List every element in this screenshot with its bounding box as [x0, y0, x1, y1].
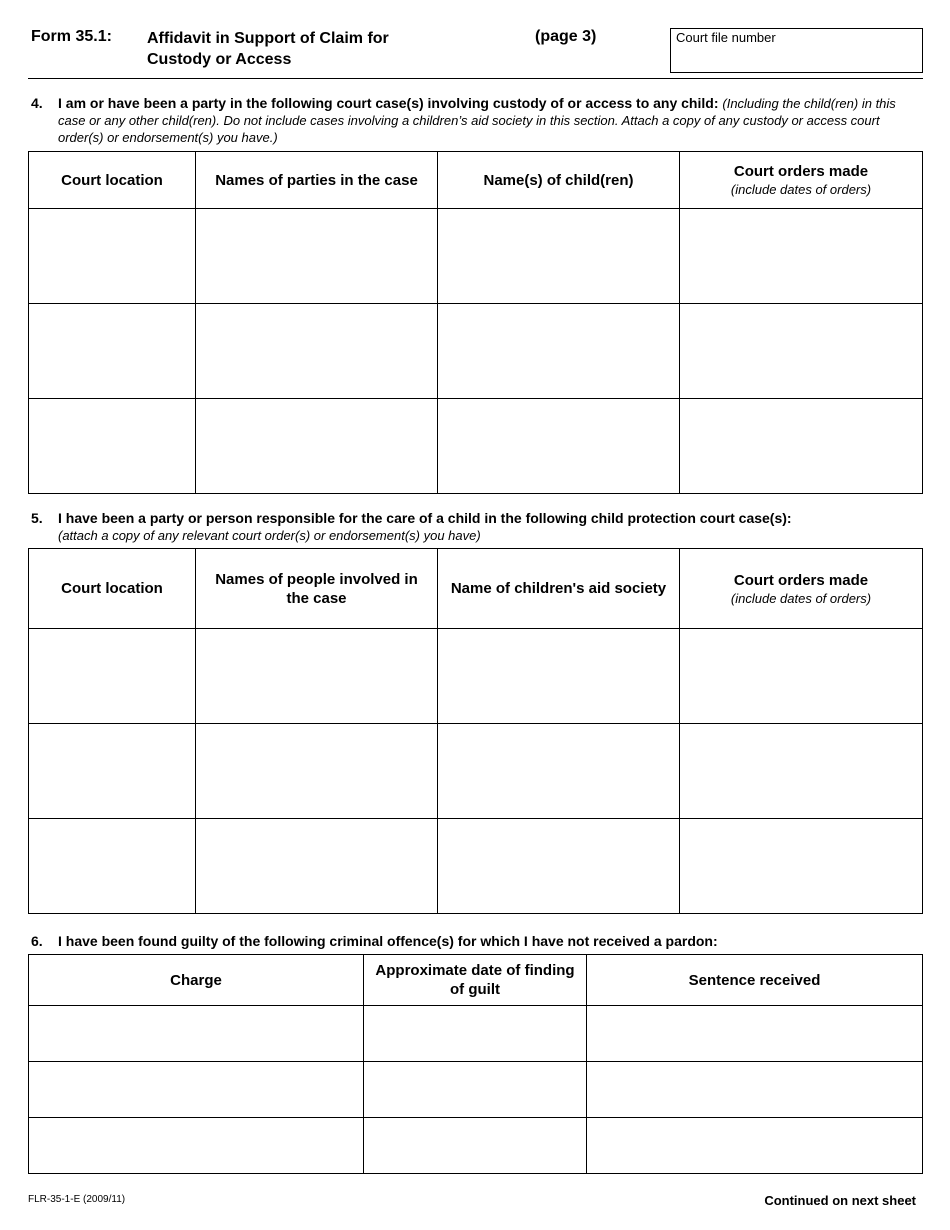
section5-col-cas: Name of children's aid society: [438, 549, 680, 629]
section5-italic-text: (attach a copy of any relevant court order(s) or endorsement(s) you have): [58, 528, 481, 543]
section5-col-court-location: Court location: [29, 549, 196, 629]
table-cell[interactable]: [680, 629, 923, 724]
section4-italic-text: (Including the child(ren) in this case or any other child(ren). Do not include cases involving a children’s aid society in this section. Attach a copy of any custody or access court order(s) or endorsement(s) you have.): [58, 96, 896, 145]
table-cell[interactable]: [29, 1062, 364, 1118]
table-row: [29, 629, 923, 724]
table-cell[interactable]: [587, 1118, 923, 1174]
table-cell[interactable]: [587, 1006, 923, 1062]
table-row: [29, 1062, 923, 1118]
table-row: [29, 819, 923, 914]
section4-number: 4.: [31, 95, 43, 111]
table-cell[interactable]: [680, 724, 923, 819]
section4-col-orders: Court orders made (include dates of orders): [680, 152, 923, 209]
table-cell[interactable]: [29, 1006, 364, 1062]
table-cell[interactable]: [680, 304, 923, 399]
header-divider: [28, 78, 923, 79]
table-cell[interactable]: [364, 1006, 587, 1062]
section4-col-court-location: Court location: [29, 152, 196, 209]
table-cell[interactable]: [438, 209, 680, 304]
table-cell[interactable]: [29, 1118, 364, 1174]
form-code: FLR-35-1-E (2009/11): [28, 1194, 126, 1205]
table-row: [29, 724, 923, 819]
table-row: [29, 399, 923, 494]
table-cell[interactable]: [29, 209, 196, 304]
page-indicator: (page 3): [535, 28, 597, 45]
table-cell[interactable]: [438, 819, 680, 914]
section4-col-children: Name(s) of child(ren): [438, 152, 680, 209]
table-cell[interactable]: [29, 399, 196, 494]
table-cell[interactable]: [29, 629, 196, 724]
section5-col-orders: Court orders made (include dates of orders): [680, 549, 923, 629]
table-cell[interactable]: [196, 629, 438, 724]
section5-heading: [58, 510, 918, 527]
section6-col-date: Approximate date of finding of guilt: [364, 955, 587, 1006]
section5-number: 5.: [31, 510, 43, 526]
section5-header-row: [29, 549, 923, 629]
section5-bold-text: I have been a party or person responsible for the care of a child in the following child protection court case(s):: [58, 510, 792, 526]
table-row: [29, 1006, 923, 1062]
table-cell[interactable]: [196, 819, 438, 914]
table-row: [29, 1118, 923, 1174]
form-title-line2: Custody or Access: [147, 51, 292, 68]
table-cell[interactable]: [438, 399, 680, 494]
table-cell[interactable]: [196, 304, 438, 399]
table-cell[interactable]: [364, 1118, 587, 1174]
section6-table: [28, 954, 923, 1174]
table-cell[interactable]: [680, 209, 923, 304]
continued-note: Continued on next sheet: [764, 1193, 916, 1208]
table-cell[interactable]: [438, 304, 680, 399]
table-cell[interactable]: [196, 399, 438, 494]
section6-bold-text: I have been found guilty of the following criminal offence(s) for which I have not received a pardon:: [58, 933, 718, 949]
section4-heading: [58, 95, 903, 146]
section6-number: 6.: [31, 933, 43, 949]
section4-bold-text: I am or have been a party in the following court case(s) involving custody of or access to any child:: [58, 95, 719, 111]
section6-header-row: [29, 955, 923, 1006]
court-file-number-field[interactable]: [670, 28, 923, 73]
section4-header-row: [29, 152, 923, 209]
form-title-line1: Affidavit in Support of Claim for: [147, 30, 389, 47]
table-cell[interactable]: [29, 724, 196, 819]
table-cell[interactable]: [438, 629, 680, 724]
table-cell[interactable]: [196, 209, 438, 304]
section5-table: [28, 548, 923, 914]
section6-heading: [58, 933, 918, 950]
table-cell[interactable]: [29, 819, 196, 914]
table-cell[interactable]: [196, 724, 438, 819]
table-cell[interactable]: [587, 1062, 923, 1118]
table-cell[interactable]: [680, 819, 923, 914]
section4-table: [28, 151, 923, 494]
section5-col-people: Names of people involved in the case: [196, 549, 438, 629]
section6-col-sentence: Sentence received: [587, 955, 923, 1006]
table-cell[interactable]: [29, 304, 196, 399]
table-cell[interactable]: [680, 399, 923, 494]
form-title: [147, 28, 467, 70]
section6-col-charge: Charge: [29, 955, 364, 1006]
section4-col-parties: Names of parties in the case: [196, 152, 438, 209]
table-row: [29, 304, 923, 399]
court-file-number-label: Court file number: [676, 30, 776, 45]
table-cell[interactable]: [438, 724, 680, 819]
form-number: Form 35.1:: [31, 28, 112, 45]
table-row: [29, 209, 923, 304]
table-cell[interactable]: [364, 1062, 587, 1118]
